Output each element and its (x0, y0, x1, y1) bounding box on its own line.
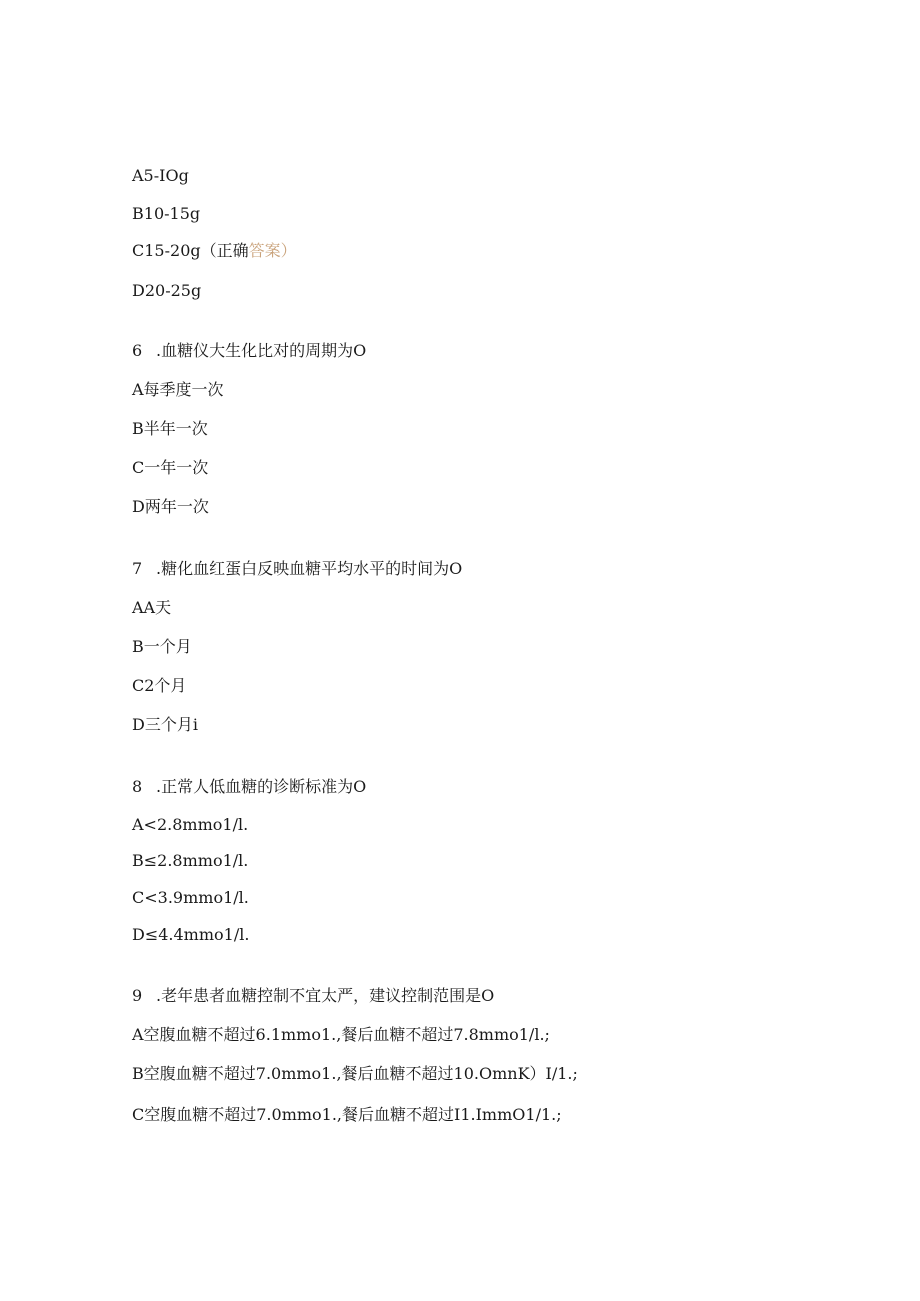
q7-option-d: D三个月i (132, 715, 198, 734)
q5-option-a: A5-IOg (132, 166, 189, 185)
q6-number: 6 (132, 341, 143, 360)
q5-option-c-text: C15-20g（正确 (132, 241, 249, 260)
q7-text: .糖化血红蛋白反映血糖平均水平的时间为O (156, 559, 463, 578)
q6-question (132, 341, 366, 361)
q7-option-b: B一个月 (132, 637, 192, 656)
q6-option-a: A每季度一次 (132, 380, 224, 399)
q9-number: 9 (132, 986, 143, 1005)
q5-option-d: D20-25g (132, 281, 202, 300)
q5-option-b: B10-15g (132, 204, 201, 223)
q9-text: .老年患者血糖控制不宜太严，建议控制范围是O (156, 986, 495, 1005)
q8-option-b: B≤2.8mmo1∕l. (132, 851, 249, 870)
q8-option-d: D≤4.4mmo1∕l. (132, 925, 250, 944)
q7-option-a: AA天 (132, 598, 172, 617)
q8-question (132, 777, 366, 797)
q6-option-b: B半年一次 (132, 419, 208, 438)
q5-answer-hint: 答案） (248, 241, 297, 260)
q8-text: .正常人低血糖的诊断标准为O (156, 777, 367, 796)
q8-option-a: A<2.8mmo1∕l. (132, 815, 249, 834)
q6-text: .血糖仪大生化比对的周期为O (156, 341, 367, 360)
q9-option-b: B空腹血糖不超过7.0mmo1.,餐后血糖不超过10.OmnK）I/1.; (132, 1064, 578, 1083)
q7-option-c: C2个月 (132, 676, 187, 695)
q6-option-c: C一年一次 (132, 458, 209, 477)
q8-option-c: C<3.9mmo1∕l. (132, 888, 249, 907)
q6-option-d: D两年一次 (132, 497, 209, 516)
q9-option-c: C空腹血糖不超过7.0mmo1.,餐后血糖不超过I1.ImmO1/1.; (132, 1105, 562, 1124)
q8-number: 8 (132, 777, 143, 796)
q9-option-a: A空腹血糖不超过6.1mmo1.,餐后血糖不超过7.8mmo1∕l.; (132, 1025, 550, 1044)
q7-question (132, 559, 462, 579)
q7-number: 7 (132, 559, 143, 578)
q5-option-c (132, 241, 297, 261)
q9-question (132, 986, 494, 1006)
